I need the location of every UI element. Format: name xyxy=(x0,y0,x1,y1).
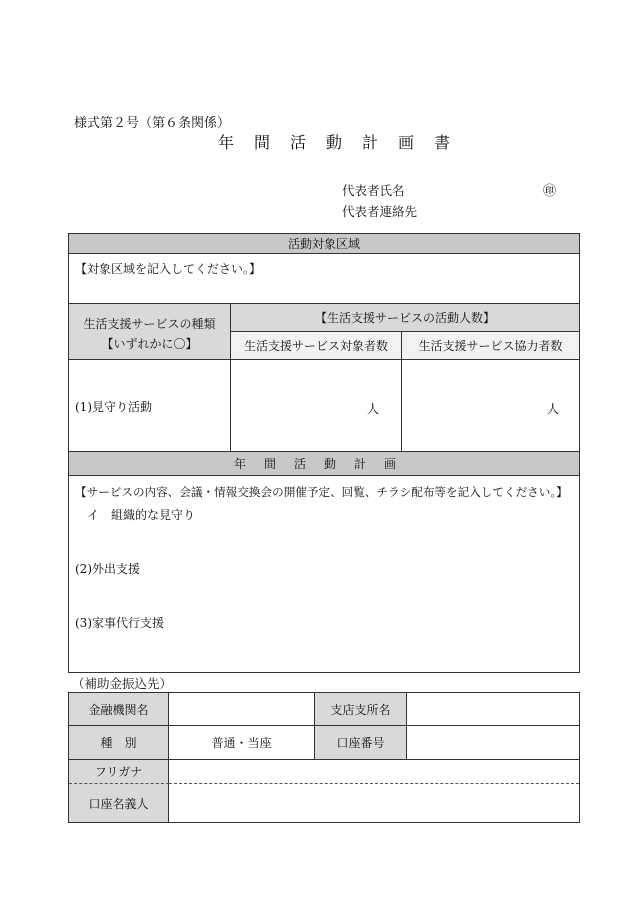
annual-plan-instruction: 【サービスの内容、会議・情報交換会の開催予定、回覧、チラシ配布等を記入してください。】 xyxy=(75,485,568,499)
service-item-housework-support[interactable]: (3)家事代行支援 xyxy=(75,616,164,630)
branch-name-field[interactable] xyxy=(407,693,579,726)
area-input-field[interactable] xyxy=(69,254,579,304)
service-type-heading-line1: 生活支援サービスの種類 xyxy=(83,317,216,331)
seal-mark: ㊞ xyxy=(543,184,557,199)
furigana-field[interactable] xyxy=(169,760,579,784)
service-count-heading: 【生活支援サービスの活動人数】 xyxy=(231,304,579,332)
account-holder-label: 口座名義人 xyxy=(69,784,169,822)
helper-count-column-header: 生活支援サービス協力者数 xyxy=(402,332,579,360)
area-instruction: 【対象区域を記入してください。】 xyxy=(75,262,262,276)
representative-contact-label: 代表者連絡先 xyxy=(342,204,418,219)
target-count-field[interactable] xyxy=(231,360,402,452)
helper-count-unit: 人 xyxy=(546,402,559,416)
account-holder-field[interactable] xyxy=(169,784,579,822)
representative-name-label: 代表者氏名 xyxy=(342,183,405,198)
service-item-watch[interactable]: (1)見守り活動 xyxy=(75,400,152,414)
bank-section-label: （補助金振込先） xyxy=(72,676,173,691)
target-count-unit: 人 xyxy=(366,402,379,416)
account-number-label: 口座番号 xyxy=(315,726,407,760)
service-item-outing-support[interactable]: (2)外出支援 xyxy=(75,562,140,576)
institution-name-field[interactable] xyxy=(169,693,315,726)
furigana-label: フリガナ xyxy=(69,760,169,784)
helper-count-field[interactable] xyxy=(402,360,579,452)
account-type-field[interactable]: 普通・当座 xyxy=(169,726,315,760)
document-title: 年間活動計画書 xyxy=(218,133,471,152)
form-number: 様式第２号（第６条関係） xyxy=(74,116,231,131)
area-heading: 活動対象区域 xyxy=(69,234,579,254)
branch-name-label: 支店支所名 xyxy=(315,693,407,726)
institution-name-label: 金融機関名 xyxy=(69,693,169,726)
service-item-organized-watch[interactable]: イ 組織的な見守り xyxy=(75,508,196,522)
annual-plan-heading: 年間活動計画 xyxy=(69,452,579,476)
service-type-list xyxy=(69,360,231,630)
target-count-column-header: 生活支援サービス対象者数 xyxy=(231,332,402,360)
account-number-field[interactable] xyxy=(407,726,579,760)
service-type-heading xyxy=(69,304,231,360)
service-type-heading-line2: 【いずれかに〇】 xyxy=(101,337,198,351)
annual-plan-input-field[interactable] xyxy=(69,476,579,672)
bank-transfer-table xyxy=(68,692,580,823)
account-type-label: 種 別 xyxy=(69,726,169,760)
activity-form-table xyxy=(68,233,580,673)
